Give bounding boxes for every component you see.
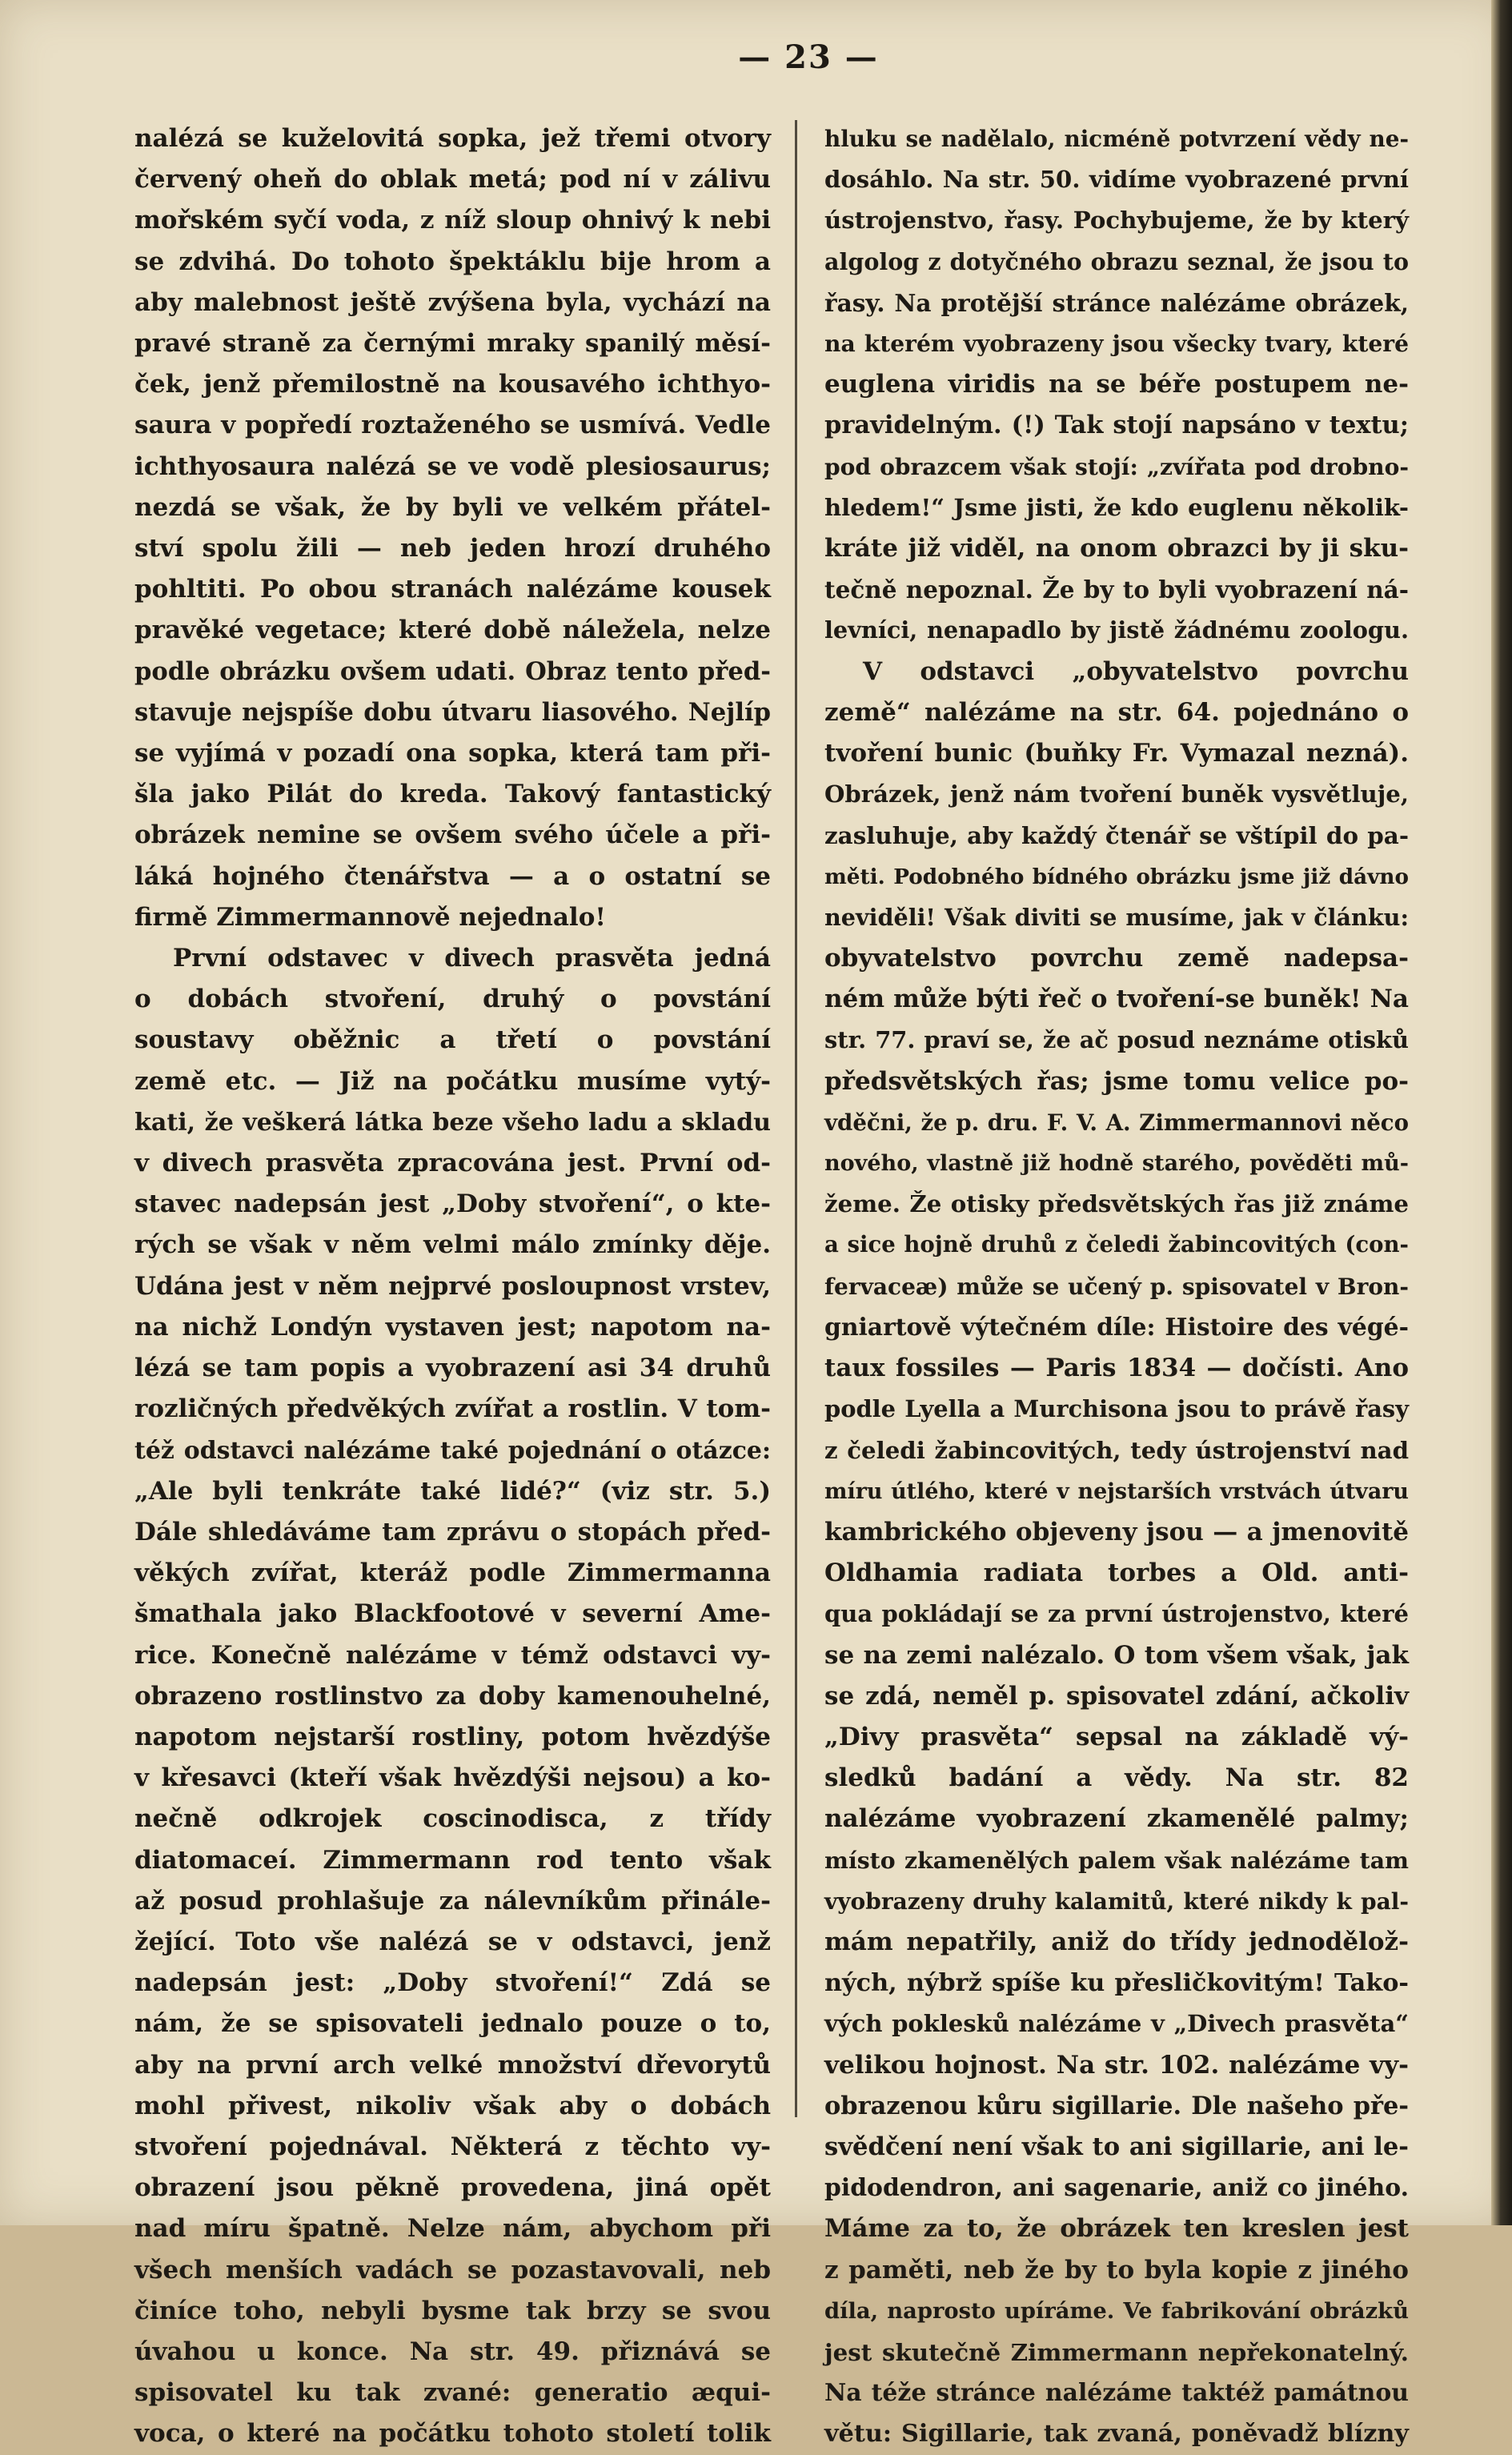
right-column-line: země“ nalézáme na str. 64. pojednáno o <box>824 697 1409 727</box>
right-column-line: místo zkamenělých palem však nalézáme tam <box>824 1846 1409 1874</box>
left-column-line: podle obrázku ovšem udati. Obraz tento před- <box>134 656 771 686</box>
left-column-line: též odstavci nalézáme také pojednání o otázce: <box>134 1436 771 1465</box>
left-column-line: až posud prohlašuje za nálevníkům přinále- <box>134 1886 771 1915</box>
left-column-line: aby na první arch velké množství dřevorytů <box>134 2050 771 2080</box>
left-column-line: spisovatel ku tak zvané: generatio æqui- <box>134 2378 771 2408</box>
left-column-line: nezdá se však, že by byli ve velkém přátel- <box>134 492 771 522</box>
right-column-line: dosáhlo. Na str. 50. vidíme vyobrazené první <box>824 166 1409 194</box>
right-column-line: pravidelným. (!) Tak stojí napsáno v textu; <box>824 411 1409 440</box>
left-column-line: aby malebnost ještě zvýšena byla, vychází na <box>134 287 771 317</box>
right-column-line: jest skutečně Zimmermann nepřekonatelný. <box>824 2337 1409 2366</box>
right-column-line: zasluhuje, aby každý čtenář se vštípil do pa- <box>824 821 1409 850</box>
right-column-line: tvoření bunic (buňky Fr. Vymazal nezná). <box>824 739 1409 768</box>
left-column-line: země etc. — Již na počátku musíme vytý- <box>134 1066 771 1096</box>
left-column-line: pravěké vegetace; které době náležela, nelze <box>134 616 771 645</box>
left-column-line: mohl přivest, nikoliv však aby o dobách <box>134 2091 771 2120</box>
left-column-line: nadepsán jest: „Doby stvoření!“ Zdá se <box>134 1968 771 1998</box>
right-column-line: kráte již viděl, na onom obrazci by ji sku- <box>824 534 1409 564</box>
right-column-line: ném může býti řeč o tvoření-se buněk! Na <box>824 985 1409 1014</box>
left-column-line: v divech prasvěta zpracována jest. První od- <box>134 1149 771 1178</box>
right-column-line: větu: Sigillarie, tak zvaná, poněvadž blízny <box>824 2420 1409 2449</box>
right-column-line: žeme. Že otisky předsvětských řas již známe <box>824 1190 1409 1218</box>
left-column-line: napotom nejstarší rostliny, potom hvězdýše <box>134 1722 771 1751</box>
right-column-line: V odstavci „obyvatelstvo povrchu <box>863 656 1409 686</box>
left-column-line: mořském syčí voda, z níž sloup ohnivý k nebi <box>134 206 771 235</box>
right-column-line: Obrázek, jenž nám tvoření buněk vysvětluje, <box>824 780 1409 808</box>
right-column-line: tečně nepoznal. Že by to byli vyobrazení ná- <box>824 576 1409 604</box>
left-column-line: Dále shledáváme tam zprávu o stopách před- <box>134 1517 771 1546</box>
left-column-line: nečně odkrojek coscinodisca, z třídy <box>134 1804 771 1834</box>
right-column-line: vyobrazeny druhy kalamitů, které nikdy k pal- <box>824 1887 1409 1915</box>
left-column-line: kati, že veškerá látka beze všeho ladu a skladu <box>134 1108 771 1137</box>
text-column-left <box>134 118 771 2455</box>
left-column-line: nalézá se kuželovitá sopka, jež třemi otvory <box>134 124 771 153</box>
right-column-line: Na téže stránce nalézáme taktéž památnou <box>824 2379 1409 2408</box>
left-column-line: voca, o které na počátku tohoto století tolik <box>134 2419 771 2449</box>
right-column-line: nového, vlastně již hodně starého, pověděti mů- <box>824 1151 1409 1177</box>
right-column-line: ných, nýbrž spíše ku přesličkovitým! Tako- <box>824 1969 1409 1998</box>
left-column-line: ichthyosaura nalézá se ve vodě plesiosaurus; <box>134 451 771 481</box>
right-column-line: díla, naprosto upíráme. Ve fabrikování obrázků <box>824 2297 1409 2324</box>
right-column-line: str. 77. praví se, že ač posud neznáme otisků <box>824 1026 1409 1054</box>
left-column-line: První odstavec v divech prasvěta jedná <box>173 944 771 973</box>
right-column-line: qua pokládají se za první ústrojenstvo, které <box>824 1600 1409 1628</box>
right-column-line: obyvatelstvo povrchu země nadepsa- <box>824 944 1409 973</box>
right-column-line: algolog z dotyčného obrazu seznal, že jsou to <box>824 247 1409 275</box>
left-column-line: obrázek nemine se ovšem svého účele a při- <box>134 820 771 850</box>
right-column-line: z čeledi žabincovitých, tedy ústrojenství nad <box>824 1436 1409 1464</box>
right-column-line: neviděli! Však diviti se musíme, jak v článku: <box>824 903 1409 931</box>
left-column-line: nám, že se spisovateli jednalo pouze o to, <box>134 2009 771 2039</box>
right-column-line: vděčni, že p. dru. F. V. A. Zimmermannovi něco <box>824 1109 1409 1136</box>
left-column-line: lézá se tam popis a vyobrazení asi 34 druhů <box>134 1354 771 1383</box>
right-column-line: podle Lyella a Murchisona jsou to právě řasy <box>824 1395 1409 1423</box>
left-column-line: úvahou u konce. Na str. 49. přiznává se <box>134 2337 771 2366</box>
right-column-line: svědčení není však to ani sigillarie, ani le- <box>824 2132 1409 2161</box>
right-column-line: míru útlého, které v nejstarších vrstvách útvaru <box>824 1478 1409 1504</box>
left-column-line: soustavy oběžnic a třetí o povstání <box>134 1025 771 1055</box>
column-divider <box>795 120 797 2117</box>
left-column-line: nad míru špatně. Nelze nám, abychom při <box>134 2214 771 2244</box>
left-column-line: žející. Toto vše nalézá se v odstavci, jenž <box>134 1927 771 1956</box>
left-column-line: Udána jest v něm nejprvé posloupnost vrstev, <box>134 1271 771 1301</box>
left-column-line: stvoření pojednával. Některá z těchto vy- <box>134 2132 771 2161</box>
right-column-line: taux fossiles — Paris 1834 — dočísti. Ano <box>824 1354 1409 1383</box>
left-column-line: šla jako Pilát do kreda. Takový fantastický <box>134 780 771 809</box>
left-column-line: se vyjímá v pozadí ona sopka, která tam při- <box>134 739 771 768</box>
right-column-line: hluku se nadělalo, nicméně potvrzení vědy ne- <box>824 126 1409 152</box>
page-number: — 23 — <box>738 38 879 76</box>
left-column-line: červený oheň do oblak metá; pod ní v zálivu <box>134 165 771 195</box>
page-edge-shadow <box>1491 0 1512 2225</box>
right-column-line: mám nepatřily, aniž do třídy jednodělož- <box>824 1927 1409 1956</box>
left-column-line: diatomaceí. Zimmermann rod tento však <box>134 1845 771 1875</box>
right-column-line: pod obrazcem však stojí: „zvířata pod drobno- <box>824 453 1409 480</box>
left-column-line: věkých zvířat, kteráž podle Zimmermanna <box>134 1558 771 1588</box>
left-column-line: láká hojného čtenářstva — a o ostatní se <box>134 861 771 891</box>
right-column-line: předsvětských řas; jsme tomu velice po- <box>824 1066 1409 1096</box>
right-column-line: sledků badání a vědy. Na str. 82 <box>824 1763 1409 1793</box>
right-column-line: se zdá, neměl p. spisovatel zdání, ačkoliv <box>824 1681 1409 1711</box>
right-column-line: fervaceæ) může se učený p. spisovatel v Bron- <box>824 1273 1409 1300</box>
left-column-line: rozličných předvěkých zvířat a rostlin. V tom- <box>134 1394 771 1424</box>
left-column-line: ství spolu žili — neb jeden hrozí druhého <box>134 534 771 564</box>
right-column-line: obrazenou kůru sigillarie. Dle našeho pře- <box>824 2091 1409 2120</box>
left-column-line: stavec nadepsán jest „Doby stvoření“, o kte- <box>134 1189 771 1219</box>
left-column-line: firmě Zimmermannově nejednalo! <box>134 902 606 932</box>
right-column-line: euglena viridis na se béře postupem ne- <box>824 370 1409 399</box>
left-column-line: všech menších vadách se pozastavovali, neb <box>134 2255 771 2285</box>
right-column-line: Máme za to, že obrázek ten kreslen jest <box>824 2214 1409 2244</box>
left-column-line: šmathala jako Blackfootové v severní Ame- <box>134 1599 771 1629</box>
right-column-line: „Divy prasvěta“ sepsal na základě vý- <box>824 1722 1409 1751</box>
left-column-line: obrazení jsou pěkně provedena, jiná opět <box>134 2173 771 2203</box>
left-column-line: pohltiti. Po obou stranách nalézáme kousek <box>134 575 771 604</box>
left-column-line: obrazeno rostlinstvo za doby kamenouhelné, <box>134 1681 771 1711</box>
right-column-line: z paměti, neb že by to byla kopie z jiného <box>824 2255 1409 2285</box>
right-column-line: se na zemi nalézalo. O tom všem však, jak <box>824 1640 1409 1670</box>
left-column-line: o dobách stvoření, druhý o povstání <box>134 985 771 1014</box>
left-column-line: ček, jenž přemilostně na kousavého ichthyo- <box>134 370 771 399</box>
right-column-line: kambrického objeveny jsou — a jmenovitě <box>824 1517 1409 1546</box>
right-column-line: velikou hojnost. Na str. 102. nalézáme vy- <box>824 2050 1409 2080</box>
right-column-line: a sice hojně druhů z čeledi žabincovitých (con- <box>824 1232 1409 1258</box>
right-column-line: měti. Podobného bídného obrázku jsme již dávno <box>824 864 1409 889</box>
right-column-line: nalézáme vyobrazení zkamenělé palmy; <box>824 1804 1409 1834</box>
left-column-line: se zdvihá. Do tohoto špektáklu bije hrom a <box>134 247 771 276</box>
left-column-line: pravé straně za černými mraky spanilý měsí- <box>134 329 771 359</box>
left-column-line: saura v popředí roztaženého se usmívá. Vedle <box>134 411 771 440</box>
left-column-line: rých se však v něm velmi málo zmínky děje. <box>134 1230 771 1260</box>
right-column-line: na kterém vyobrazeny jsou všecky tvary, které <box>824 331 1409 358</box>
left-column-line: rice. Konečně nalézáme v témž odstavci vy- <box>134 1640 771 1670</box>
left-column-line: činíce toho, nebyli bysme tak brzy se svou <box>134 2296 771 2325</box>
left-column-line: v křesavci (kteří však hvězdýši nejsou) a ko- <box>134 1763 771 1793</box>
left-column-line: „Ale byli tenkráte také lidé?“ (viz str. 5.) <box>134 1476 771 1506</box>
right-column-line: gniartově výtečném díle: Histoire des végé- <box>824 1313 1409 1342</box>
text-column-right <box>824 118 1409 2455</box>
right-column-line: pidodendron, ani sagenarie, aniž co jiného. <box>824 2174 1409 2203</box>
right-column-line: Oldhamia radiata torbes a Old. anti- <box>824 1558 1409 1588</box>
right-column-line: vých poklesků nalézáme v „Divech prasvěta“ <box>824 2010 1409 2038</box>
right-column-line: levníci, nenapadlo by jistě žádnému zoologu. <box>824 616 1409 644</box>
left-column-line: stavuje nejspíše dobu útvaru liasového. Nejlíp <box>134 697 771 727</box>
right-column-line: hledem!“ Jsme jisti, že kdo euglenu několik- <box>824 493 1409 521</box>
right-column-line: řasy. Na protější stránce nalézáme obrázek, <box>824 288 1409 317</box>
right-column-line: ústrojenstvo, řasy. Pochybujeme, že by který <box>824 207 1409 235</box>
left-column-line: na nichž Londýn vystaven jest; napotom na- <box>134 1312 771 1342</box>
